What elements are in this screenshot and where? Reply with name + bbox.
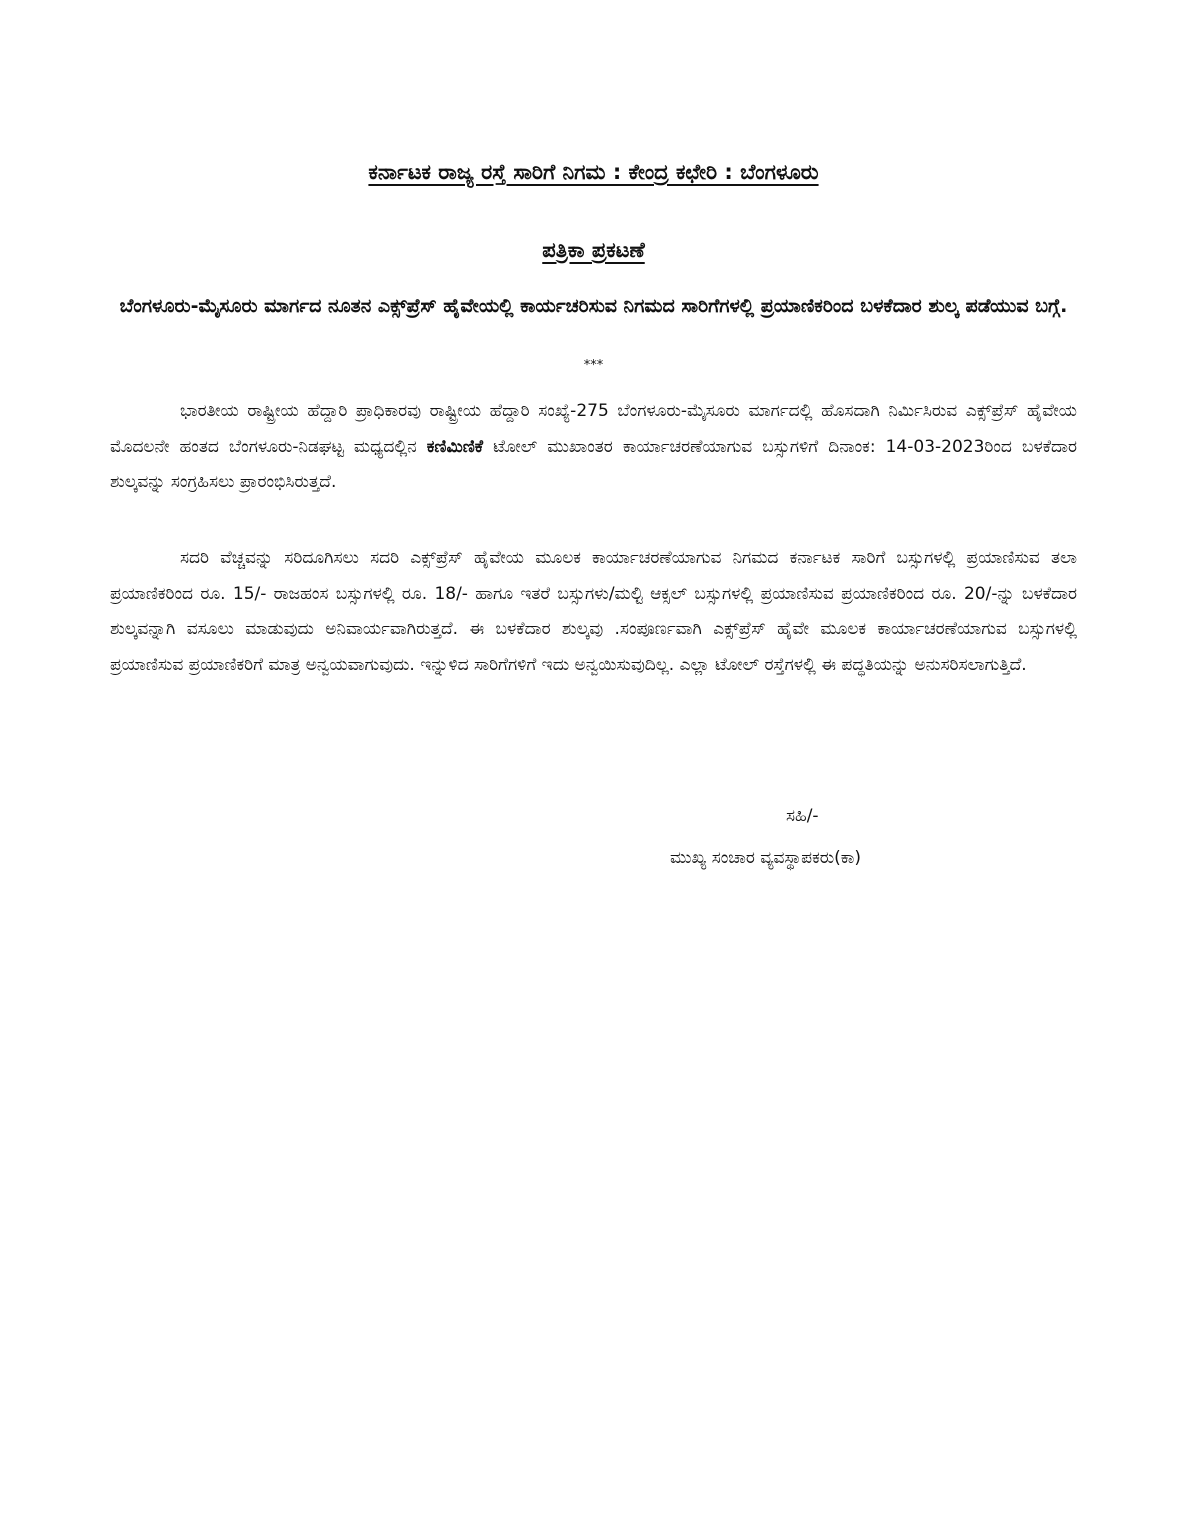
section-separator: *** xyxy=(583,358,604,373)
toll-plaza-name: ಕಣಿಮಿಣಿಕೆ xyxy=(426,436,484,457)
paragraph1-intro-text: ಭಾರತೀಯ ರಾಷ್ಟ್ರೀಯ ಹೆದ್ದಾರಿ ಪ್ರಾಧಿಕಾರವು ರಾಷ್ಟ್ರೀಯ ಹೆದ್ದಾರಿ ಸಂಖ್ಯೆ-275 ಬೆಂಗಳೂರು-ಮೈಸೂರು ಮಾರ್ಗದಲ್ಲಿ ಹೊಸದಾಗಿ ನಿರ್ಮಿಸಿರುವ ಎಕ್ಸ್‌ಪ್ರೆಸ್ ಹೈವೇಯ ಮೊದಲನೇ ಹಂತದ ಬೆಂಗಳೂರು-ನಿಡಘಟ್ಟ ಮಧ್ಯದಲ್ಲಿನ xyxy=(110,401,1077,457)
subject-line: ಬೆಂಗಳೂರು-ಮೈಸೂರು ಮಾರ್ಗದ ನೂತನ ಎಕ್ಸ್‌ಪ್ರೆಸ್ ಹೈವೇಯಲ್ಲಿ ಕಾರ್ಯಚರಿಸುವ ನಿಗಮದ ಸಾರಿಗೆಗಳಲ್ಲಿ ಪ್ರಯಾಣಿಕರಿಂದ ಬಳಕೆದಾರ ಶುಲ್ಕ ಪಡೆಯುವ ಬಗ್ಗೆ. xyxy=(119,295,1068,317)
paragraph1-closing-text: ಟೋಲ್ ಮುಖಾಂತರ ಕಾರ್ಯಾಚರಣೆಯಾಗುವ ಬಸ್ಸುಗಳಿಗೆ ದಿನಾಂಕ: 14-03-2023ರಿಂದ ಬಳಕೆದಾರ ಶುಲ್ಕವನ್ನು ಸಂಗ್ರಹಿಸಲು ಪ್ರಾರಂಭಿಸಿರುತ್ತದೆ. xyxy=(110,436,1078,492)
paragraph-user-fee-details: ಸದರಿ ವೆಚ್ಚವನ್ನು ಸರಿದೂಗಿಸಲು ಸದರಿ ಎಕ್ಸ್‌ಪ್ರೆಸ್ ಹೈವೇಯ ಮೂಲಕ ಕಾರ್ಯಾಚರಣೆಯಾಗುವ ನಿಗಮದ ಕರ್ನಾಟಕ ಸಾರಿಗೆ ಬಸ್ಸುಗಳಲ್ಲಿ ಪ್ರಯಾಣಿಸುವ ತಲಾ ಪ್ರಯಾಣಿಕರಿಂದ ರೂ. 15/- ರಾಜಹಂಸ ಬಸ್ಸುಗಳಲ್ಲಿ ರೂ. 18/- ಹಾಗೂ ಇತರೆ ಬಸ್ಸುಗಳು/ಮಲ್ಟಿ ಆಕ್ಸಲ್ ಬಸ್ಸುಗಳಲ್ಲಿ ಪ್ರಯಾಣಿಸುವ ಪ್ರಯಾಣಿಕರಿಂದ ರೂ. 20/-ನ್ನು ಬಳಕೆದಾರ ಶುಲ್ಕವನ್ನಾಗಿ ವಸೂಲು ಮಾಡುವುದು ಅನಿವಾರ್ಯವಾಗಿರುತ್ತದೆ. ಈ ಬಳಕೆದಾರ ಶುಲ್ಕವು .ಸಂಪೂರ್ಣವಾಗಿ ಎಕ್ಸ್‌ಪ್ರೆಸ್ ಹೈವೇ ಮೂಲಕ ಕಾರ್ಯಾಚರಣೆಯಾಗುವ ಬಸ್ಸುಗಳಲ್ಲಿ ಪ್ರಯಾಣಿಸುವ ಪ್ರಯಾಣಿಕರಿಗೆ ಮಾತ್ರ ಅನ್ವಯವಾಗುವುದು. ಇನ್ನುಳಿದ ಸಾರಿಗೆಗಳಿಗೆ ಇದು ಅನ್ವಯಿಸುವುದಿಲ್ಲ. ಎಲ್ಲಾ ಟೋಲ್ ರಸ್ತೆಗಳಲ್ಲಿ ಈ ಪದ್ಧತಿಯನ್ನು ಅನುಸರಿಸಲಾಗುತ್ತಿದೆ. xyxy=(110,548,1077,675)
paragraph-toll-introduction xyxy=(110,394,1077,501)
organization-header: ಕರ್ನಾಟಕ ರಾಜ್ಯ ರಸ್ತೆ ಸಾರಿಗೆ ನಿಗಮ : ಕೇಂದ್ರ ಕಛೇರಿ : ಬೆಂಗಳೂರು xyxy=(368,160,819,184)
signature: ಸಹಿ/- xyxy=(786,806,819,826)
signatory-designation: ಮುಖ್ಯ ಸಂಚಾರ ವ್ಯವಸ್ಥಾಪಕರು(ಕಾ) xyxy=(670,848,862,868)
press-release-title: ಪತ್ರಿಕಾ ಪ್ರಕಟಣೆ xyxy=(542,238,645,262)
